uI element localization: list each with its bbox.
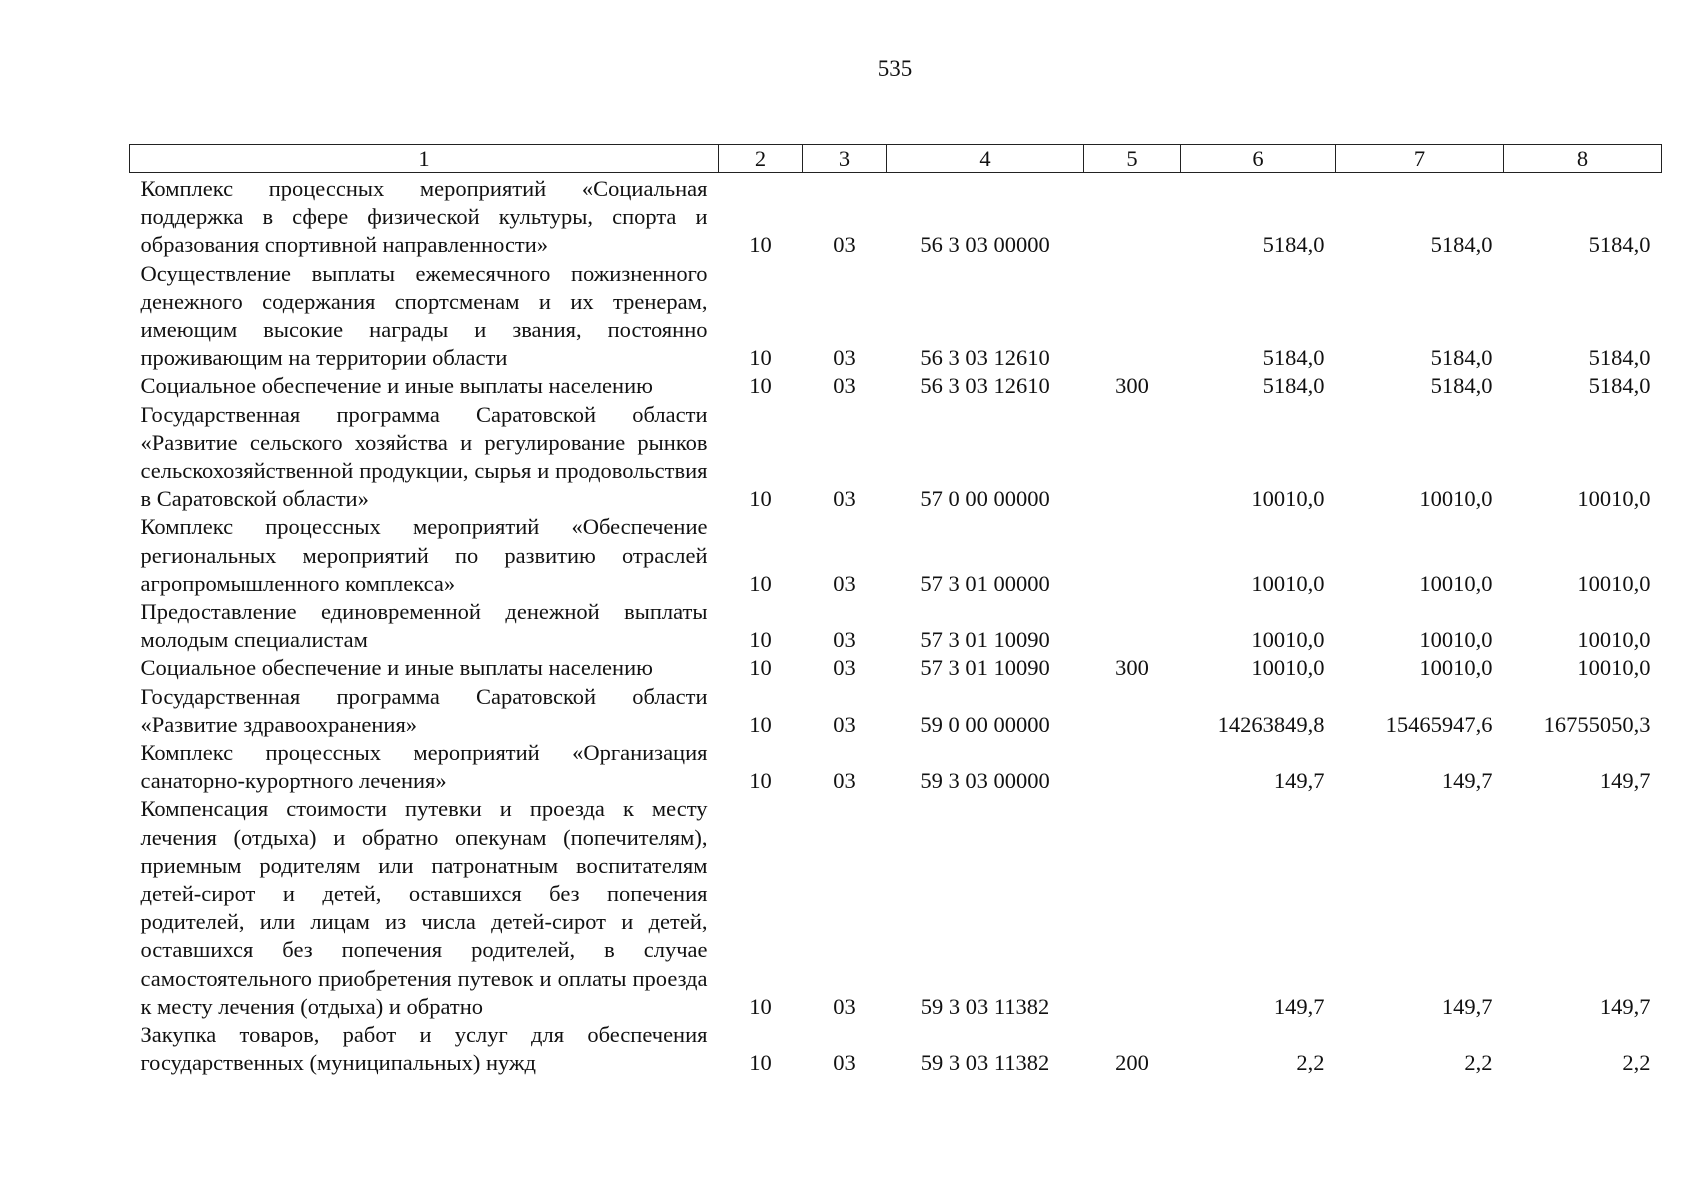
row-name-cell: Социальное обеспечение и иные выплаты населению [140, 655, 653, 681]
column-header-2: 2 [719, 145, 803, 173]
row-name-cell: Комплекс процессных мероприятий «Организация санаторно-курортного лечения» [140, 740, 708, 794]
amount-year3-cell: 16755050,3 [1543, 711, 1651, 737]
amount-year1-cell: 2,2 [1296, 1050, 1325, 1076]
section-code-cell: 10 [749, 655, 772, 681]
amount-year3-cell: 5184,0 [1588, 345, 1651, 371]
amount-year3-cell: 5184,0 [1588, 232, 1651, 258]
target-article-cell: 59 3 03 11382 [920, 993, 1050, 1019]
amount-year2-cell: 10010,0 [1419, 655, 1493, 681]
amount-year3-cell: 10010,0 [1577, 486, 1651, 512]
column-header-4: 4 [887, 145, 1084, 173]
row-name-cell: Закупка товаров, работ и услуг для обеспечения государственных (муниципальных) нужд [140, 1022, 708, 1076]
amount-year3-cell: 10010,0 [1577, 655, 1651, 681]
page-number: 535 [877, 56, 913, 81]
section-code-cell: 10 [749, 232, 772, 258]
section-code-cell: 10 [749, 711, 772, 737]
amount-year2-cell: 2,2 [1464, 1050, 1493, 1076]
table-row [130, 739, 1662, 795]
expense-type-cell [1084, 260, 1181, 373]
expense-type-cell [1084, 683, 1181, 739]
table-row [130, 683, 1662, 739]
amount-year2-cell: 5184,0 [1430, 345, 1493, 371]
subsection-code-cell: 03 [833, 655, 856, 681]
section-code-cell: 10 [749, 993, 772, 1019]
subsection-code-cell: 03 [833, 993, 856, 1019]
expense-type-cell [1084, 598, 1181, 654]
row-name-cell: Государственная программа Саратовской области «Развитие сельского хозяйства и регулирование рынков сельскохозяйственной продукции, сырья и продовольствия в Саратовской области» [140, 401, 708, 512]
section-code-cell: 10 [749, 1050, 772, 1076]
amount-year1-cell: 10010,0 [1251, 627, 1325, 653]
target-article-cell: 57 3 01 10090 [920, 627, 1050, 653]
target-article-cell: 57 3 01 10090 [920, 655, 1050, 681]
section-code-cell: 10 [749, 345, 772, 371]
subsection-code-cell: 03 [833, 768, 856, 794]
column-header-7: 7 [1336, 145, 1504, 173]
expense-type-cell: 300 [1115, 655, 1149, 681]
amount-year1-cell: 10010,0 [1251, 486, 1325, 512]
row-name-cell: Предоставление единовременной денежной выплаты молодым специалистам [140, 599, 708, 653]
target-article-cell: 59 3 03 11382 [920, 1050, 1050, 1076]
section-code-cell: 10 [749, 570, 772, 596]
section-code-cell: 10 [749, 768, 772, 794]
table-row [130, 795, 1662, 1021]
budget-table [129, 144, 1662, 1078]
amount-year1-cell: 149,7 [1273, 993, 1325, 1019]
subsection-code-cell: 03 [833, 486, 856, 512]
amount-year2-cell: 15465947,6 [1385, 711, 1493, 737]
table-row [130, 173, 1662, 260]
header-row [130, 145, 1662, 173]
amount-year3-cell: 10010,0 [1577, 570, 1651, 596]
amount-year2-cell: 5184,0 [1430, 373, 1493, 399]
expense-type-cell [1084, 173, 1181, 260]
amount-year2-cell: 5184,0 [1430, 232, 1493, 258]
amount-year1-cell: 5184,0 [1262, 232, 1325, 258]
subsection-code-cell: 03 [833, 570, 856, 596]
subsection-code-cell: 03 [833, 1050, 856, 1076]
row-name-cell: Социальное обеспечение и иные выплаты населению [140, 373, 653, 399]
column-header-3: 3 [803, 145, 887, 173]
section-code-cell: 10 [749, 627, 772, 653]
column-header-6: 6 [1181, 145, 1336, 173]
section-code-cell: 10 [749, 486, 772, 512]
subsection-code-cell: 03 [833, 711, 856, 737]
expense-type-cell: 200 [1115, 1050, 1149, 1076]
amount-year3-cell: 2,2 [1622, 1050, 1651, 1076]
target-article-cell: 59 3 03 00000 [920, 768, 1050, 794]
amount-year1-cell: 10010,0 [1251, 655, 1325, 681]
expense-type-cell [1084, 795, 1181, 1021]
amount-year3-cell: 10010,0 [1577, 627, 1651, 653]
row-name-cell: Компенсация стоимости путевки и проезда к месту лечения (отдыха) и обратно опекунам (попечителям), приемным родителям или патронатным воспитателям детей-сирот и детей, оставшихся без попечения родителей, или лицам из числа детей-сирот и детей, оставшихся без попечения родителей, в случае самостоятельного приобретения путевок и оплаты проезда к месту лечения (отдыха) и обратно [140, 796, 708, 1019]
subsection-code-cell: 03 [833, 345, 856, 371]
column-header-8: 8 [1504, 145, 1662, 173]
target-article-cell: 56 3 03 00000 [920, 232, 1050, 258]
table-row [130, 1021, 1662, 1077]
table-row [130, 598, 1662, 654]
column-header-5: 5 [1084, 145, 1181, 173]
expense-type-cell [1084, 401, 1181, 514]
column-header-1: 1 [130, 145, 719, 173]
amount-year2-cell: 149,7 [1441, 993, 1493, 1019]
row-name-cell: Комплекс процессных мероприятий «Обеспечение региональных мероприятий по развитию отраслей агропромышленного комплекса» [140, 514, 708, 596]
amount-year2-cell: 10010,0 [1419, 486, 1493, 512]
amount-year3-cell: 149,7 [1599, 768, 1651, 794]
table-row [130, 513, 1662, 598]
amount-year2-cell: 149,7 [1441, 768, 1493, 794]
table-row [130, 401, 1662, 514]
subsection-code-cell: 03 [833, 232, 856, 258]
target-article-cell: 59 0 00 00000 [920, 711, 1050, 737]
amount-year1-cell: 149,7 [1273, 768, 1325, 794]
amount-year1-cell: 5184,0 [1262, 373, 1325, 399]
amount-year1-cell: 5184,0 [1262, 345, 1325, 371]
target-article-cell: 57 0 00 00000 [920, 486, 1050, 512]
row-name-cell: Комплекс процессных мероприятий «Социальная поддержка в сфере физической культуры, спорта и образования спортивной направленности» [140, 176, 708, 258]
target-article-cell: 57 3 01 00000 [920, 570, 1050, 596]
section-code-cell: 10 [749, 373, 772, 399]
expense-type-cell [1084, 513, 1181, 598]
amount-year3-cell: 5184,0 [1588, 373, 1651, 399]
amount-year1-cell: 10010,0 [1251, 570, 1325, 596]
expense-type-cell [1084, 739, 1181, 795]
table-row [130, 260, 1662, 373]
amount-year2-cell: 10010,0 [1419, 627, 1493, 653]
amount-year1-cell: 14263849,8 [1217, 711, 1325, 737]
amount-year3-cell: 149,7 [1599, 993, 1651, 1019]
subsection-code-cell: 03 [833, 627, 856, 653]
expense-type-cell: 300 [1115, 373, 1149, 399]
table-row [130, 372, 1662, 400]
row-name-cell: Осуществление выплаты ежемесячного пожизненного денежного содержания спортсменам и их тренерам, имеющим высокие награды и звания, постоянно проживающим на территории области [140, 260, 708, 371]
table-row [130, 654, 1662, 682]
target-article-cell: 56 3 03 12610 [920, 373, 1050, 399]
subsection-code-cell: 03 [833, 373, 856, 399]
amount-year2-cell: 10010,0 [1419, 570, 1493, 596]
row-name-cell: Государственная программа Саратовской области «Развитие здравоохранения» [140, 683, 708, 737]
target-article-cell: 56 3 03 12610 [920, 345, 1050, 371]
